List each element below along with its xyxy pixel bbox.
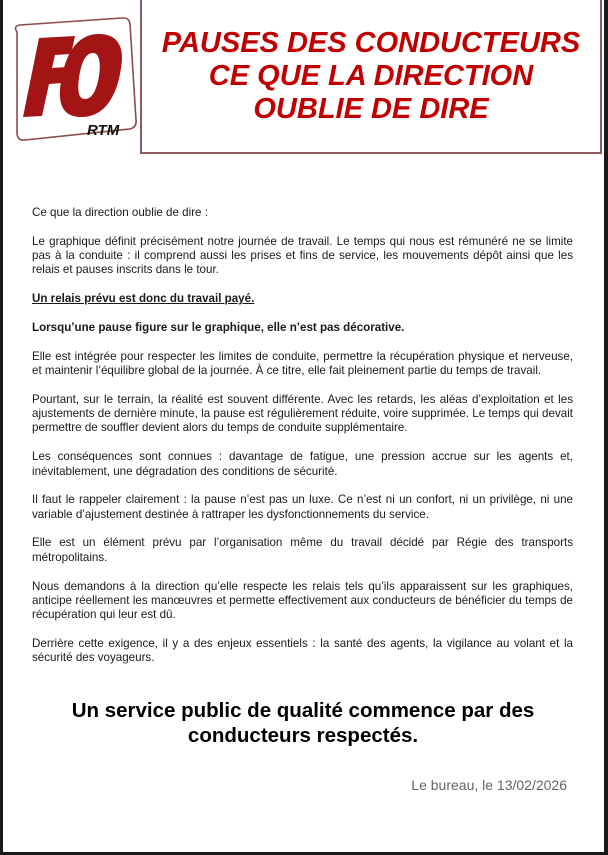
paragraph: Nous demandons à la direction qu’elle respecte les relais tels qu’ils apparaissent sur les graphiques, anticipe réellement les manœuvres et permette effectivement aux conducteurs de bénéficier du temps de récupération qui leur est dû. (32, 579, 573, 622)
paragraph: Les conséquences sont connues : davantage de fatigue, une pression accrue sur les agents et, inévitablement, une dégradation des conditions de sécurité. (32, 450, 573, 478)
paragraph-emphasis: Un relais prévu est donc du travail payé. (32, 292, 255, 306)
paragraph: Elle est intégrée pour respecter les limites de conduite, permettre la récupération physique et nerveuse, et maintenir l’équilibre global de la journée. À ce titre, elle fait pleinement partie du temps de travail. (32, 349, 573, 378)
paragraph: Derrière cette exigence, il y a des enjeux essentiels : la santé des agents, la vigilance au volant et la sécurité des voyageurs. (32, 636, 573, 665)
paragraph: Pourtant, sur le terrain, la réalité est souvent différente. Avec les retards, les aléas d’exploitation et les ajustements de dernière minute, la pause est régulièrement réduite, voire supprimée. Le temps qui devait permettre de souffler devient alors du temps de conduite supplémentaire. (32, 392, 573, 435)
paragraph-intro: Ce que la direction oublie de dire : (32, 206, 208, 219)
paragraph: Elle est un élément prévu par l’organisation même du travail décidé par Régie des transports métropolitains. (32, 536, 573, 564)
logo-subtext: RTM (87, 122, 120, 139)
paragraph: Il faut le rappeler clairement : la pause n’est pas un luxe. Ce n’est ni un confort, ni un privilège, ni une variable d’ajustement destinée à rattraper les dysfonctionnements du service. (32, 493, 573, 521)
paragraph-emphasis: Lorsqu’une pause figure sur le graphique, elle n’est pas décorative. (32, 320, 405, 334)
title-box (140, 0, 602, 154)
paragraph: Le graphique définit précisément notre journée de travail. Le temps qui nous est rémunéré ne se limite pas à la conduite : il comprend aussi les prises et fins de service, les mouvements dépôt ainsi que les relais et pauses inscrits dans le tour. (32, 234, 573, 277)
logo-graphic (9, 16, 137, 144)
fo-rtm-logo (9, 16, 137, 144)
page-title: PAUSES DES CONDUCTEURS CE QUE LA DIRECTION OUBLIE DE DIRE (161, 26, 581, 125)
body-text (32, 206, 573, 680)
signature: Le bureau, le 13/02/2026 (411, 777, 567, 793)
slogan: Un service public de qualité commence par des conducteurs respectés. (71, 699, 535, 747)
